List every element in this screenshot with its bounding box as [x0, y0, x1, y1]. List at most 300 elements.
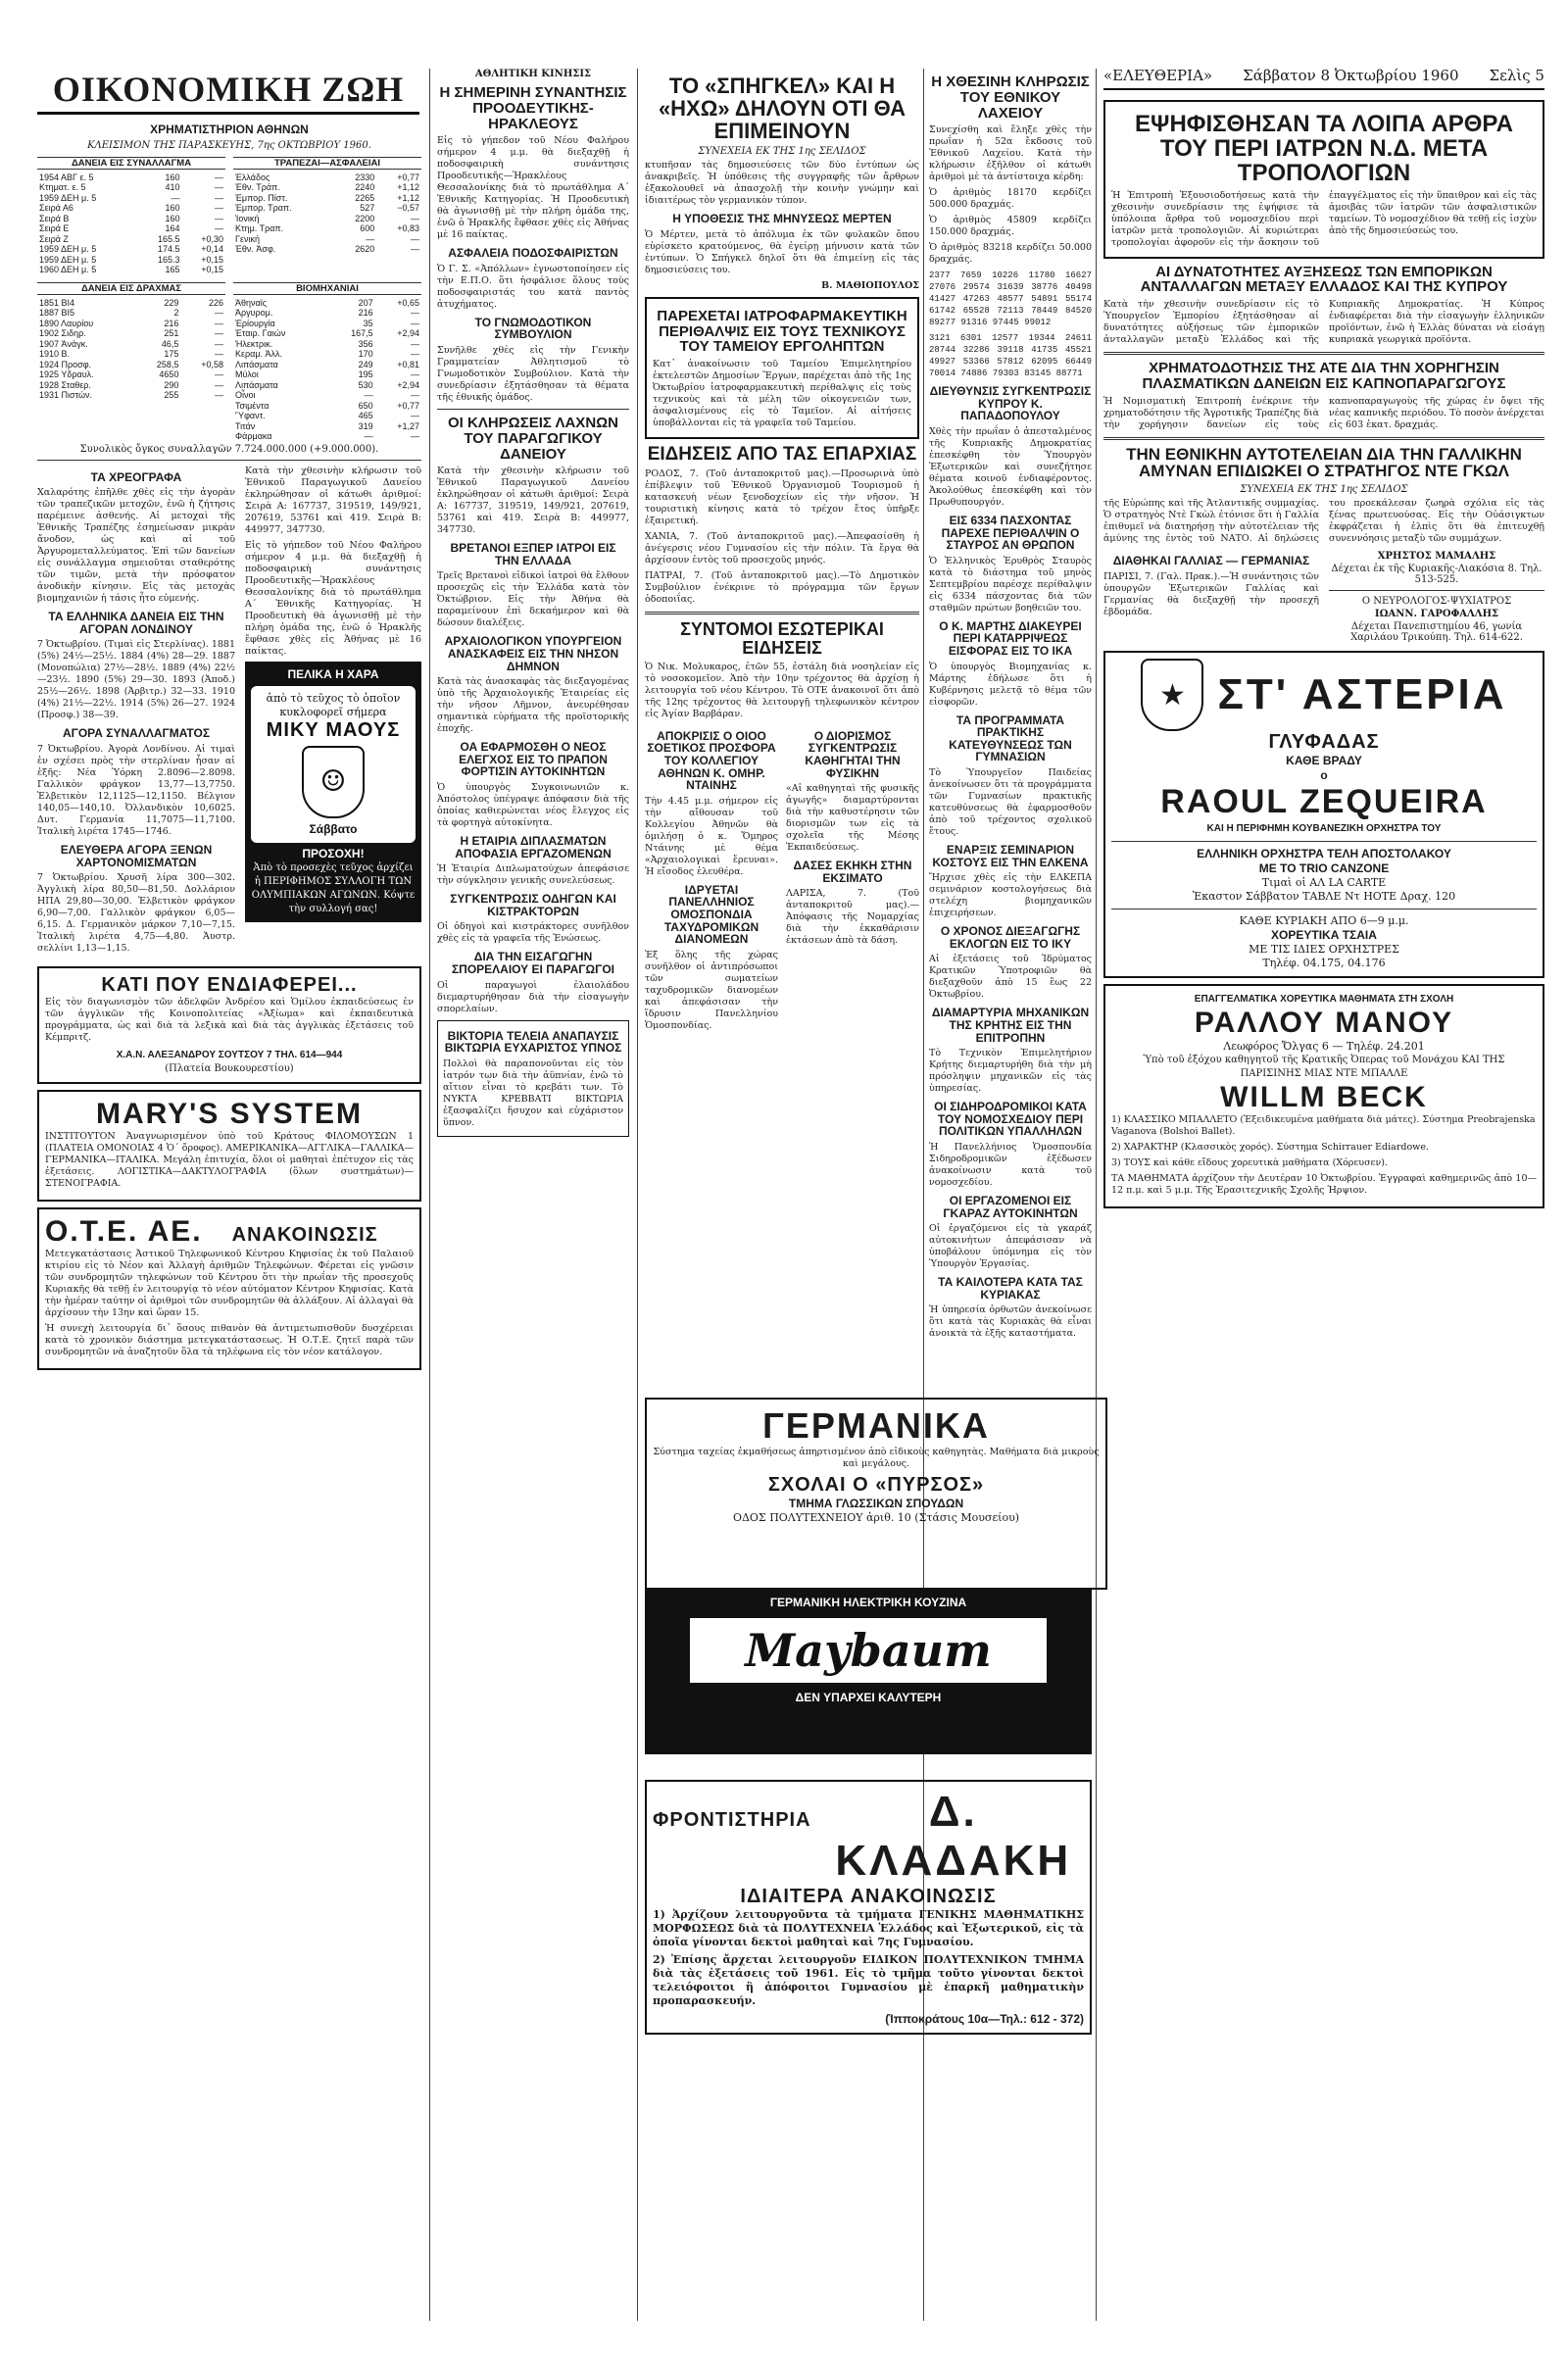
- loans-row: [37, 182, 225, 193]
- ote-body: Μετεγκατάστασις Ἀστικοῦ Τηλεφωνικοῦ Κέντρου Κηφισίας ἐκ τοῦ Παλαιοῦ κτιρίου εἰς τὸ Νέον καὶ Ἀλλαγὴ ἀριθμῶν Τηλεφώνων. Φέρεται εἰς γνῶσιν τῶν συνδρομητῶν τηλεφώνων τοῦ Κέντρου ὅτι τὴν πρωΐαν τῆς προσεχοῦς Κυριακῆς θὰ τεθῇ ἐν λειτουργίᾳ τὸ νέον αὐτόματον Κέντρον Κηφισίας. Κατὰ τὴν ἡμέραν ταύτην οἱ ἀριθμοὶ τῶν συνδρομητῶν θὰ ἀλλάξουν. Αἱ ἀλλαγαὶ θὰ ἀρχίσουν τὴν 13ην καὶ ὥραν 15.: [45, 1249, 414, 1319]
- cell-label: Φάρμακα: [235, 431, 272, 442]
- banks-row: [233, 203, 421, 214]
- cell-value: 160: [165, 203, 180, 214]
- company-body: Ἡ Ἑταιρία Διπλωματούχων ἀπεφάσισε τὴν σύγκλησιν γενικῆς συνελεύσεως.: [437, 863, 629, 887]
- cell-value: 527: [360, 203, 375, 214]
- cell-value: 160: [165, 172, 180, 182]
- cell-label: Τσιμέντα: [235, 400, 270, 411]
- forests-title: ΔΑΣΕΣ ΕΚΗΚΗ ΣΤΗΝ ΕΚΣΙΜΑΤΟ: [793, 859, 912, 885]
- doctor-2-name: ΙΩΑΝΝ. ΓΑΡΟΦΑΛΛΗΣ: [1374, 609, 1499, 620]
- cell-value: —: [215, 390, 223, 401]
- cell-value: +1,12: [397, 182, 419, 193]
- cell-value: +0,77: [397, 400, 419, 411]
- cell-label: Ἀθηναϊς: [235, 297, 268, 308]
- industry-row: [233, 339, 421, 350]
- london-body: 7 Ὀκτωβρίου. (Τιμαὶ εἰς Στερλίνας). 1881 (5%) 24½—25½. 1884 (4%) 28—29. 1887 (Μονοπώλια) 27½—28½. 1889 (4%) 22½—23½. 1890 (5%) 29—30. 1893 (Ἀποδ.) 25½—26½. 1898 (Ἀρβιτρ.) 32—33. 1910 (4%) 21½—22½. 1914 (5%) 26—27. 1924 (Προσφ.) 38—39.: [37, 639, 235, 721]
- loans-row: [37, 265, 225, 275]
- marys-system-ad: [37, 1090, 421, 1202]
- cell-value: —: [411, 338, 419, 349]
- cell-label: Ἀργυρομ.: [235, 308, 273, 319]
- volume-total: Συνολικὸς ὄγκος συναλλαγῶν 7.724.000.000 (+9.000.000).: [79, 443, 379, 455]
- cell-value: 46,5: [161, 338, 179, 349]
- kati-ad: [37, 966, 421, 1084]
- doctors-title: ΒΡΕΤΑΝΟΙ ΕΞΠΕΡ ΙΑΤΡΟΙ ΕΙΣ ΤΗΝ ΕΛΛΑΔΑ: [450, 541, 616, 567]
- sports-title: Η ΣΗΜΕΡΙΝΗ ΣΥΝΑΝΤΗΣΙΣ ΠΡΟΟΔΕΥΤΙΚΗΣ-ΗΡΑΚΛΕΟΥΣ: [439, 84, 627, 132]
- postal-body: Ἐξ ὅλης τῆς χώρας συνῆλθον οἱ ἀντιπρόσωποι τῶν σωματείων ταχυδρομικῶν διανομέων καὶ ἀπεφάσισαν τὴν ἵδρυσιν Πανελληνίου Ὁμοσπονδίας.: [645, 949, 778, 1031]
- council-title: ΤΟ ΓΝΩΜΟΔΟΤΙΚΟΝ ΣΥΜΒΟΥΛΙΟΝ: [474, 315, 592, 342]
- london-title: ΤΑ ΕΛΛΗΝΙΚΑ ΔΑΝΕΙΑ ΕΙΣ ΤΗΝ ΑΓΟΡΑΝ ΛΟΝΔΙΝΟΥ: [48, 610, 224, 636]
- banks-row: [233, 182, 421, 193]
- cell-value: 2200: [355, 213, 375, 223]
- cell-value: +2,94: [397, 328, 419, 339]
- de-gaulle-title: ΤΗΝ ΕΘΝΙΚΗΝ ΑΥΤΟΤΕΛΕΙΑΝ ΔΙΑ ΤΗΝ ΓΑΛΛΙΚΗΝ ΑΜΥΝΑΝ ΕΠΙΔΙΩΚΕΙ Ο ΣΤΡΑΤΗΓΟΣ ΝΤΕ ΓΚΩΛ: [1126, 444, 1522, 481]
- tobacco-loans-title: ΧΡΗΜΑΤΟΔΟΤΗΣΙΣ ΤΗΣ ΑΤΕ ΔΙΑ ΤΗΝ ΧΟΡΗΓΗΣΙΝ ΠΛΑΣΜΑΤΙΚΩΝ ΔΑΝΕΙΩΝ ΕΙΣ ΚΑΠΝΟΠΑΡΑΓΩΓΟΥΣ: [1142, 360, 1506, 392]
- ote-body-2: Ἡ συνεχὴ λειτουργία δι᾿ ὅσους πιθανὸν θὰ ἀντιμετωπισθοῦν δυσχέρειαι κατὰ τὸ χρονικὸν διάστημα μετεγκατάστασεως. Ἡ Ο.Τ.Ε. ζητεῖ παρὰ τῶν συνδρομητῶν νὰ ἀναζητοῦν ὅλα τὰ τηλέφωνα εἰς τὸν νέον κατάλογον.: [45, 1323, 414, 1358]
- column-news-4: [929, 69, 1092, 1382]
- cell-label: Κτημ. Τραπ.: [235, 223, 284, 234]
- sports-kicker: ΑΘΛΗΤΙΚΗ ΚΙΝΗΣΙΣ: [474, 69, 592, 79]
- sports-body: Εἰς τὸ γήπεδον τοῦ Νέου Φαλήρου σήμερον 4 μ.μ. θὰ διεξαχθῇ ἡ ποδοσφαιρικὴ συνάντησις Προοδευτικῆς—Ἡρακλέους Θεσσαλονίκης διὰ τὸ πρωτάθλημα Α΄ Ἐθνικῆς Κατηγορίας. Ἡ Προοδευτικὴ θὰ ἀγωνισθῇ μὲ τὴν πλήρη ὁμάδα της, ἐνῶ ὁ Ἡρακλῆς ἔφθασε χθὲς εἰς Ἀθήνας μὲ 16 παίκτας.: [437, 135, 629, 241]
- provinces-body-1: ΡΟΔΟΣ, 7. (Τοῦ ἀνταποκριτοῦ μας).—Προσωρινὰ ὑπὸ ἐπίβλεψιν τοῦ Ἐθνικοῦ Ὀργανισμοῦ Τουρισμοῦ ἡ κατασκευὴ νέων ξενοδοχείων εἰς τὴν νῆσον. Ἡ τουριστικὴ κίνησις κατὰ τὸ τρέχον ἔτος ὑπῆρξε ἐξαιρετική.: [645, 468, 919, 527]
- marys-title: MARY'S SYSTEM: [95, 1098, 364, 1131]
- ote-subtitle: ΑΝΑΚΟΙΝΩΣΙΣ: [231, 1224, 378, 1247]
- merten-body: Ὁ Μέρτεν, μετὰ τὸ ἀπόλυμα ἐκ τῶν φυλακῶν ὅπου εὑρίσκετο κρατούμενος, θὰ ἐγείρῃ μήνυσιν κατὰ τῶν ἐντύπων. Ὁ Σπήγκελ δηλοῖ ὅτι θὰ ἐπιμείνῃ εἰς τὰς δημοσιεύσεις του.: [645, 228, 919, 275]
- promo-top: ΠΕΛΙΚΑ Η ΧΑΡΑ: [287, 666, 379, 681]
- cell-value: 2265: [355, 192, 375, 203]
- cell-label: Ἐθν. Ἀσφ.: [235, 244, 276, 255]
- cell-label: 1959 ΔΕΗ μ. 5: [39, 244, 97, 255]
- cell-value: +0,81: [397, 359, 419, 369]
- teachers-title: Ο ΔΙΟΡΙΣΜΟΣ ΣΥΓΚΕΝΤΡΩΣΙΣ ΚΑΘΗΓΗΤΑΙ ΤΗΝ ΦΥΣΙΚΗΝ: [805, 728, 901, 780]
- seminar-title: ΕΝΑΡΞΙΣ ΣΕΜΙΝΑΡΙΟΝ ΚΟΣΤΟΥΣ ΕΙΣ ΤΗΝ ΕΛΚΕΝΑ: [932, 842, 1089, 869]
- lottery-title: ΟΙ ΚΛΗΡΩΣΕΙΣ ΛΑΧΝΩΝ ΤΟΥ ΠΑΡΑΓΩΓΙΚΟΥ ΔΑΝΕΙΟΥ: [447, 415, 619, 463]
- lottery-number-3: Ὁ ἀριθμὸς 83218 κερδίζει 50.000 δραχμάς.: [929, 242, 1092, 266]
- drachma-row: [37, 308, 225, 319]
- cell-value: 600: [360, 223, 375, 234]
- cell-label: 1907 Ἀνάγκ.: [39, 338, 88, 349]
- cell-value: 175: [164, 349, 179, 360]
- promo-attention: ΠΡΟΣΟΧΗ!: [302, 846, 365, 860]
- cell-label: Ἡλεκτρικ.: [235, 338, 273, 349]
- college-body: Τὴν 4.45 μ.μ. σήμερον εἰς τὴν αἴθουσαν τοῦ Κολλεγίου Ἀθηνῶν θὰ ὁμιλήσῃ ὁ κ. Ὅμηρος Ντάινης μὲ θέμα «Ἀρχαιολογικαὶ ἔρευναι». Ἡ εἴσοδος ἐλευθέρα.: [645, 795, 778, 877]
- byline: Β. ΜΑΘΙΟΠΟΥΛΟΣ: [821, 279, 919, 291]
- cell-value: 207: [358, 297, 373, 308]
- cell-label: Ἰονική: [235, 213, 260, 223]
- doctors-body: Τρεῖς Βρετανοὶ εἰδικοὶ ἰατροὶ θὰ ἔλθουν προσεχῶς εἰς τὴν Ἑλλάδα κατὰ τὸν Ὀκτώβριον. Εἰς τὴν Ἀθήνα θὰ παραμείνουν ἐπὶ δεκαήμερον καὶ θὰ δώσουν διαλέξεις.: [437, 570, 629, 629]
- maybaum-tagline: ΔΕΝ ΥΠΑΡΧΕΙ ΚΑΛΥΤΕΡΗ: [795, 1691, 942, 1704]
- loans-row: [37, 223, 225, 234]
- spiegel-body: κτυπῆσαν τὰς δημοσιεύσεις τῶν δύο ἐντύπων ὡς ἀνακριβεῖς. Ἡ ὑπόθεσις τῆς συγγραφῆς τῶν ἄρθρων ἐξακολουθεῖ νὰ ἀπασχολῇ τὴν κοινὴν γνώμην καὶ ἰδιαιτέρως τὸν γερμανικὸν τύπον.: [645, 160, 919, 207]
- drachma-row: [37, 369, 225, 380]
- asteria-saturday: Ἐκαστον Σάββατον ΤΑΒΛΕ Ντ ΗΟΤΕ Δραχ. 120: [1192, 890, 1456, 904]
- industry-row: [233, 390, 421, 401]
- kladakis-pre: ΦΡΟΝΤΙΣΤΗΡΙΑ: [653, 1809, 811, 1831]
- asteria-prices: Τιμαὶ οἰ ΑΛ LA CARTE: [1261, 876, 1387, 890]
- asteria-tea: ΧΟΡΕΥΤΙΚΑ ΤΣΑΙΑ: [1271, 928, 1377, 943]
- cell-value: 356: [358, 338, 373, 349]
- domestic-news-body: Ὁ Νικ. Μολυκαρος, ἐτῶν 55, ἐστάλη διὰ νοσηλείαν εἰς τὸ νοσοκομεῖον. Ἀπὸ τὴν 10ην τρέχοντος θὰ ἀρχίσῃ ἡ λειτουργία τοῦ νέου Κέντρου. Τὸ ΟΤΕ ἀνακοινοῖ ὅτι ἀπὸ τῆς 12ης τρέχοντος θὰ λειτουργῇ τηλεφωνικὸν κέντρον εἰς Ἀγίαν Βαρβάραν.: [645, 661, 919, 719]
- promo-text-e: Ἀπὸ τὸ προσεχὲς τεῦχος ἀρχίζει ἡ ΠΕΡΙΦΗΜΟΣ ΣΥΛΛΟΓΗ ΤΩΝ ΟΛΥΜΠΙΑΚΩΝ ΑΓΩΝΩΝ. Κόψτε τὴν συλλογή σας!: [251, 861, 416, 914]
- de-gaulle-continued: ΣΥΝΕΧΕΙΑ ΕΚ ΤΗΣ 1ης ΣΕΛΙΔΟΣ: [1240, 484, 1408, 496]
- bonds-body: Χαλαρότης ἐπῆλθε χθὲς εἰς τὴν ἀγορὰν τῶν τραπεζικῶν μετοχῶν, ἐνῶ ἡ ζήτησις παρέμεινε ἀσθενής. Αἱ μετοχαὶ τῆς Ἐθνικῆς Τραπέζης ἐσημείωσαν μικρὰν ἄνοδον, ὡς καὶ αἱ τοῦ Ἀργυρομεταλλεύματος. Ἐπὶ τῶν δανείων εἰς συνάλλαγμα σημειοῦται σταθερότης τῶν τιμῶν, μετὰ τὴν πρόσφατον ἀνοδικὴν κίνησιν. Εἰς τὰς μετοχὰς βιομηχανιῶν ἡ τάσις ἦτο εὐμενής.: [37, 487, 235, 605]
- cell-value: 167,5: [351, 328, 373, 339]
- cell-label: Ἐρίουργία: [235, 318, 275, 328]
- industry-row: [233, 328, 421, 339]
- industry-table: [233, 298, 421, 442]
- archaeology-title: ΑΡΧΑΙΟΛΟΓΙΚΟΝ ΥΠΟΥΡΓΕΙΟΝ ΑΝΑΣΚΑΦΕΙΣ ΕΙΣ ΤΗΝ ΝΗΣΟΝ ΔΗΜΝΟΝ: [444, 634, 622, 673]
- drachma-row: [37, 339, 225, 350]
- cell-value: +0,15: [201, 265, 223, 275]
- cell-value: 255: [164, 390, 179, 401]
- cell-value: —: [171, 192, 180, 203]
- dance-kicker: ΕΠΑΓΓΕΛΜΑΤΙΚΑ ΧΟΡΕΥΤΙΚΑ ΜΑΘΗΜΑΤΑ ΣΤΗ ΣΧΟΛΗ: [1194, 994, 1454, 1006]
- cell-value: 165: [165, 265, 180, 275]
- cell-value: 530: [358, 379, 373, 390]
- col2-text-under-markets: [245, 466, 421, 959]
- asteria-same: ΜΕ ΤΙΣ ΙΔΙΕΣ ΟΡΧΗΣΤΡΕΣ: [1249, 943, 1399, 957]
- provinces-title: ΕΙΔΗΣΕΙΣ ΑΠΟ ΤΑΣ ΕΠΑΡΧΙΑΣ: [647, 444, 917, 466]
- sunday-title: ΤΑ ΚΑΙΛΟΤΕΡΑ ΚΑΤΑ ΤΑΣ ΚΥΡΙΑΚΑΣ: [938, 1275, 1083, 1302]
- germanika-ad: [645, 1398, 1107, 1590]
- drachma-row: [37, 349, 225, 360]
- promo-day: Σάββατο: [309, 821, 358, 836]
- cell-value: —: [215, 379, 223, 390]
- pyrsos-title: ΣΧΟΛΑΙ Ο «ΠΥΡΣΟΣ»: [767, 1474, 985, 1496]
- cell-label: Ἐταιρ. Γαιών: [235, 328, 286, 339]
- cell-value: +0,30: [201, 233, 223, 244]
- doctor-2-address: Δέχεται Πανεπιστημίου 46, γωνία Χαριλάου Τρικούπη. Τηλ. 614-622.: [1350, 621, 1523, 644]
- banks-row: [233, 172, 421, 183]
- drachma-row: [37, 319, 225, 329]
- cell-value: 251: [164, 328, 179, 339]
- column-news-5: [1103, 94, 1544, 2299]
- column-rule: [429, 69, 430, 2321]
- cell-value: 35: [363, 318, 373, 328]
- market-tables-top: [37, 154, 421, 275]
- archaeology-body: Κατὰ τὰς ἀνασκαφὰς τὰς διεξαγομένας ὑπὸ τῆς Ἀρχαιολογικῆς Ἐταιρείας εἰς τὴν νῆσον Λῆμνον, ἀνευρέθησαν σημαντικὰ εὑρήματα τῆς προϊστορικῆς ἐποχῆς.: [437, 676, 629, 735]
- provinces-body-3: ΠΑΤΡΑΙ, 7. (Τοῦ ἀνταποκριτοῦ μας).—Τὸ Δημοτικὸν Συμβούλιον ἐνέκρινε τὸ πρόγραμμα τῶν ἔργων ὁδοποιΐας.: [645, 570, 919, 606]
- spiegel-continued: ΣΥΝΕΧΕΙΑ ΕΚ ΤΗΣ 1ης ΣΕΛΙΔΟΣ: [698, 146, 866, 158]
- cell-value: —: [215, 182, 223, 193]
- dance-school-title: ΡΑΛΛΟΥ ΜΑΝΟΥ: [1194, 1007, 1454, 1040]
- column-markets: [37, 118, 421, 2323]
- paper-name: «ΕΛΕΥΘΕΡΙΑ»: [1103, 67, 1213, 84]
- lottery-number-2: Ὁ ἀριθμὸς 45809 κερδίζει 150.000 δραχμάς.: [929, 215, 1092, 238]
- column-news-3: [645, 69, 919, 1382]
- cell-value: —: [215, 223, 223, 234]
- cyprus-trade-body: Κατὰ τὴν χθεσινὴν συνεδρίασιν εἰς τὸ Ὑπουργεῖον Ἐμπορίου ἐξητάσθησαν αἱ δυνατότητες αὐξήσεως τῶν ἐμπορικῶν ἀνταλλαγῶν μεταξὺ Ἑλλάδος καὶ τῆς Κυπριακῆς Δημοκρατίας. Ἡ Κύπρος ἐνδιαφέρεται διὰ τὴν εἰσαγωγὴν ἑλληνικῶν προϊόντων, ἐνῶ ἡ Ἑλλὰς δύναται νὰ εἰσάγῃ κυπριακὰ γεωργικὰ προϊόντα.: [1103, 299, 1544, 346]
- asteria-greek-orchestra: ΕΛΛΗΝΙΚΗ ΟΡΧΗΣΤΡΑ ΤΕΛΗ ΑΠΟΣΤΟΛΑΚΟΥ: [1197, 847, 1451, 861]
- free-market-body: 7 Ὀκτωβρίου. Χρυσῆ λίρα 300—302. Ἀγγλικὴ λίρα 80,50—81,50. Δολλάριον ΗΠΑ 29,80—30,00. Ἑλβετικὸν φράγκον 6,90—7,00. Γαλλικὸν φράγκον 6,05—6,15. Δ. Γερμανικὸν μάρκον 7,10—7,15. Ἰταλικὴ λιρέτα 4,75—4,80. Ἀυστρ. σελλίνι 1,13—1,15.: [37, 872, 235, 955]
- cell-value: −0,57: [397, 203, 419, 214]
- cell-value: 216: [164, 318, 179, 328]
- tobacco-loans-body: Ἡ Νομισματικὴ Ἐπιτροπὴ ἐνέκρινε τὴν χρηματοδότησιν τῆς Ἀγροτικῆς Τραπέζης διὰ τὴν χορήγησιν δανείων εἰς τοὺς καπνοπαραγωγοὺς τῆς χώρας ἐν ὄψει τῆς νέας καπνικῆς περιόδου. Τὸ ποσὸν ἀνέρχεται εἰς 603 ἑκατ. δραχμάς.: [1103, 395, 1544, 430]
- drachma-row: [37, 390, 225, 401]
- asteria-sunday: ΚΑΘΕ ΚΥΡΙΑΚΗ ΑΠΟ 6—9 μ.μ.: [1239, 914, 1409, 928]
- pyrsos-address: ΟΔΟΣ ΠΟΛΥΤΕΧΝΕΙΟΥ ἀριθ. 10 (Στάσις Μουσείου): [732, 1511, 1020, 1524]
- cell-value: +0,83: [397, 223, 419, 234]
- cell-label: Γενική: [235, 233, 260, 244]
- martis-title: Ο Κ. ΜΑΡΤΗΣ ΔΙΑΚΕΥΡΕΙ ΠΕΡΙ ΚΑΤΑΡΡΙΨΕΩΣ ΕΙΣΦΟΡΑΣ ΕΙΣ ΤΟ ΙΚΑ: [939, 618, 1082, 658]
- industry-table-header: ΒΙΟΜΗΧΑΝΙΑΙ: [233, 282, 421, 295]
- drachma-table-header: ΔΑΝΕΙΑ ΕΙΣ ΔΡΑΧΜΑΣ: [37, 282, 225, 295]
- fx-body: 7 Ὀκτωβρίου. Ἀγορὰ Λονδίνου. Αἱ τιμαὶ ἐν σχέσει πρὸς τὴν στερλίναν ἦσαν αἱ ἑξῆς: Νέα Ὑόρκη 2.8096—2.8098. Γαλλικὸν φράγκον 13,77—13,7750. Ἑλβετικὸν 12,1125—12,1150. Βέλγιον 140,05—140,10. Ὀλλανδικὸν 10,6025. Δυτ. Γερμανία 11,7075—11,7100. Ἰταλικὴ λιρέτα 1745—1746.: [37, 743, 235, 837]
- dance-item-3: 3) ΤΟΥΣ καὶ κάθε εἴδους χορευτικὰ μαθήματα (Χόρευσεν).: [1111, 1157, 1388, 1169]
- dance-footer: ΤΑ ΜΑΘΗΜΑΤΑ ἀρχίζουν τὴν Δευτέραν 10 Ὀκτωβρίου. Ἐγγραφαὶ καθημερινῶς ἀπὸ 10—12 π.μ. καὶ 5 μ.μ. Τῆς Ἐρασιτεχνικῆς Σχολῆς Ἡρψιον.: [1111, 1173, 1537, 1197]
- free-market-title: ΕΛΕΥΘΕΡΑ ΑΓΟΡΑ ΞΕΝΩΝ ΧΑΡΤΟΝΟΜΙΣΜΑΤΩΝ: [60, 842, 213, 869]
- seminar-body: Ἤρχισε χθὲς εἰς τὴν ΕΛΚΕΠΑ σεμινάριον κοστολογήσεως διὰ στελέχη βιομηχανικῶν ἐπιχειρήσεων.: [929, 872, 1092, 919]
- domestic-news-title: ΣΥΝΤΟΜΟΙ ΕΣΩΤΕΡΙΚΑΙ ΕΙΔΗΣΕΙΣ: [680, 619, 884, 658]
- medical-care-body: Κατ᾿ ἀνακοίνωσιν τοῦ Ταμείου Ἐπιμελητηρίου ἐκτελεστῶν Δημοσίων Ἔργων, παρέχεται ἀπὸ τῆς 1ης Ὀκτωβρίου ἰατροφαρμακευτικὴ περίθαλψις εἰς τοὺς τεχνικοὺς καὶ τὰ μέλη τῶν οἰκογενειῶν των, ἀσφαλισμένους εἰς τὸ Ταμεῖον. Αἱ αἰτήσεις ὑποβάλλονται εἰς τὰ γραφεῖα τοῦ Ταμείου.: [653, 359, 911, 429]
- cell-value: 650: [358, 400, 373, 411]
- cell-label: 1954 ΑΒΓ ε. 5: [39, 172, 94, 182]
- promo-brand: ΜΙΚΥ ΜΑΟΥΣ: [266, 718, 401, 741]
- trucks-body: Ὁ ὑπουργὸς Συγκοινωνιῶν κ. Ἀπόστολος ὑπέγραψε ἀπόφασιν διὰ τῆς ὁποίας καθιερώνεται νέος ἔλεγχος εἰς τὰ φορτηγὰ αὐτοκίνητα.: [437, 782, 629, 829]
- asteria-location: ΓΛΥΦΑΔΑΣ: [1268, 731, 1380, 754]
- bonds-title: ΤΑ ΧΡΕΟΓΡΑΦΑ: [90, 469, 182, 484]
- loans-table: [37, 172, 225, 275]
- cell-value: —: [215, 328, 223, 339]
- cell-label: 1890 Λαυρίου: [39, 318, 94, 328]
- crete-title: ΔΙΑΜΑΡΤΥΡΙΑ ΜΗΧΑΝΙΚΩΝ ΤΗΣ ΚΡΗΤΗΣ ΕΙΣ ΤΗΝ ΕΠΙΤΡΟΠΗΝ: [931, 1006, 1090, 1045]
- cell-value: 2: [173, 308, 179, 319]
- seedoil-body: Οἱ παραγωγοὶ ἐλαιολάδου διεμαρτυρήθησαν διὰ τὴν εἰσαγωγὴν σπορελαίων.: [437, 979, 629, 1014]
- ote-notice: [37, 1207, 421, 1370]
- loans-row: [37, 234, 225, 245]
- victoria-title: ΒΙΚΤΟΡΙΑ ΤΕΛΕΙΑ ΑΝΑΠΑΥΣΙΣ ΒΙΚΤΩΡΙΑ ΕΥΧΑΡΙΣΤΟΣ ΥΠΝΟΣ: [444, 1028, 622, 1056]
- lottery-number-grid: 2377 7659 10226 11780 16627 27076 29574 31639 38776 40498 41427 47263 48577 54891 55174 61742 65528 72113 78449 84520 89277 91316 97445 99012: [929, 270, 1092, 328]
- cell-value: —: [215, 192, 223, 203]
- banks-table: [233, 172, 421, 255]
- forests-body: ΛΑΡΙΣΑ, 7. (Τοῦ ἀνταποκριτοῦ μας).—Ἀπόφασις τῆς Νομαρχίας διὰ τὴν ἐκκαθάρισιν ἐκτάσεων ἀπὸ τὰ δάση.: [786, 888, 919, 947]
- loans-row: [37, 172, 225, 183]
- cell-label: Ὕφαντ.: [235, 411, 266, 421]
- doctor-2-title: Ο ΝΕΥΡΟΛΟΓΟΣ-ΨΥΧΙΑΤΡΟΣ: [1361, 596, 1512, 608]
- lottery-body: Κατὰ τὴν χθεσινὴν κλήρωσιν τοῦ Ἐθνικοῦ Παραγωγικοῦ Δανείου ἐκληρώθησαν οἱ κάτωθι ἀριθμοί: Σειρὰ Α: 167737, 319519, 149/921, 207619, 53761 καὶ 419. Σειρὰ Β: 449977, 347730.: [437, 466, 629, 536]
- asteria-o: ο: [1320, 768, 1328, 783]
- loans-row: [37, 203, 225, 214]
- railway-body: Ἡ Πανελλήνιος Ὁμοσπονδία Σιδηροδρομικῶν ἐξέδωσεν ἀνακοίνωσιν κατὰ τοῦ νομοσχεδίου.: [929, 1141, 1092, 1188]
- doctors-law-body: Ἡ Ἐπιτροπὴ Ἐξουσιοδοτήσεως κατὰ τὴν χθεσινὴν συνεδρίασιν της ἐψήφισε τὰ ὑπόλοιπα ἄρθρα τοῦ νομοσχεδίου περὶ ἰατρῶν μετὰ τροπολογιῶν. Αἱ κυριώτεραι τροπολογίαι ἀφοροῦν εἰς τὴν ἄσκησιν τοῦ ἐπαγγέλματος εἰς τὴν ὕπαιθρον καὶ εἰς τὰς ἀμοιβὰς τῶν ἰατρῶν τῶν ἀσφαλιστικῶν ταμείων. Τὸ νομοσχέδιον θὰ τεθῇ εἰς ἰσχὺν ἀπὸ τῆς δημοσιεύσεώς του.: [1111, 189, 1537, 248]
- cell-value: —: [411, 349, 419, 360]
- cell-value: —: [411, 308, 419, 319]
- column-rule: [637, 69, 638, 2321]
- page-number: Σελὶς 5: [1489, 67, 1544, 84]
- industry-row: [233, 308, 421, 319]
- cell-value: 229: [164, 297, 179, 308]
- asteria-trio: ΜΕ ΤΟ TRIO CANZONE: [1258, 861, 1390, 876]
- cell-value: —: [215, 318, 223, 328]
- kladakis-name: Δ. ΚΛΑΔΑΚΗ: [835, 1788, 1072, 1885]
- promo-text-a: ἀπὸ τὸ τεῦχος τὸ ὁποῖον κυκλοφορεῖ σήμερα: [266, 691, 401, 718]
- banks-row: [233, 244, 421, 255]
- gymnasium-body: Τὸ Ὑπουργεῖον Παιδείας ἀνεκοίνωσεν ὅτι τὰ προγράμματα τῶν Γυμνασίων πρακτικῆς κατευθύνσεως θὰ ἐφαρμοσθοῦν ἀπὸ τοῦ τρέχοντος σχολικοῦ ἔτους.: [929, 766, 1092, 837]
- cell-label: 1910 Β.: [39, 349, 71, 360]
- garage-title: ΟΙ ΕΡΓΑΖΟΜΕΝΟΙ ΕΙΣ ΓΚΑΡΑΖ ΑΥΤΟΚΙΝΗΤΩΝ: [943, 1193, 1078, 1220]
- iky-body: Αἱ ἐξετάσεις τοῦ Ἱδρύματος Κρατικῶν Ὑποτροφιῶν θὰ διεξαχθοῦν ἀπὸ 15 ἕως 22 Ὀκτωβρίου.: [929, 954, 1092, 1001]
- medical-care-title: ΠΑΡΕΧΕΤΑΙ ΙΑΤΡΟΦΑΡΜΑΚΕΥΤΙΚΗ ΠΕΡΙΘΑΛΨΙΣ ΕΙΣ ΤΟΥΣ ΤΕΧΝΙΚΟΥΣ ΤΟΥ ΤΑΜΕΙΟΥ ΕΡΓΟΛΗΠΤΩΝ: [657, 307, 907, 356]
- asteria-orchestra: ΚΑΙ Η ΠΕΡΙΦΗΜΗ ΚΟΥΒΑΝΕΖΙΚΗ ΟΡΧΗΣΤΡΑ ΤΟΥ: [1206, 823, 1442, 835]
- asteria-star: RAOUL ZEQUEIRA: [1160, 783, 1488, 821]
- cell-value: +0,77: [397, 172, 419, 182]
- sports-body-small: Εἰς τὸ γήπεδον τοῦ Νέου Φαλήρου σήμερον 4 μ.μ. θὰ διεξαχθῇ ἡ ποδοσφαιρικὴ συνάντησις Προοδευτικῆς—Ἡρακλέους Θεσσαλονίκης διὰ τὸ πρωτάθλημα Α΄ Ἐθνικῆς Κατηγορίας. Ἡ Προοδευτικὴ θὰ ἀγωνισθῇ μὲ τὴν πλήρη ὁμάδα της, ἐνῶ ὁ Ἡρακλῆς ἔφθασε χθὲς εἰς Ἀθήνας μὲ 16 παίκτας.: [245, 539, 421, 657]
- maybaum-brand: Maybaum: [745, 1624, 992, 1677]
- loans-row: [37, 244, 225, 255]
- cell-label: 1902 Σιδηρ.: [39, 328, 86, 339]
- cell-value: 2620: [355, 244, 375, 255]
- cell-label: Οἶνοι: [235, 390, 256, 401]
- cell-value: —: [215, 308, 223, 319]
- cell-label: Ἐμπορ. Τραπ.: [235, 203, 292, 214]
- provinces-body-2: ΧΑΝΙΑ, 7. (Τοῦ ἀνταποκριτοῦ μας).—Ἀπεφασίσθη ἡ ἀνέγερσις νέου Γυμνασίου εἰς τὴν πόλιν. Τὰ ἔργα θὰ ἀρχίσουν ἐντὸς τοῦ προσεχοῦς μηνός.: [645, 531, 919, 566]
- mickey-mouse-icon: ☺: [302, 746, 365, 818]
- dance-item-2: 2) ΧΑΡΑΚΤΗΡ (Κλασσικὸς χορός). Σύστημα Schirrauer Ediardowe.: [1111, 1142, 1429, 1154]
- cell-value: —: [215, 338, 223, 349]
- cyprus-title: ΔΙΕΥΘΥΝΣΙΣ ΣΥΓΚΕΝΤΡΩΣΙΣ ΚΥΠΡΟΥ Κ. ΠΑΠΑΔΟΠΟΥΛΟΥ: [929, 384, 1092, 423]
- kati-address: Χ.Α.Ν. ΑΛΕΞΑΝΔΡΟΥ ΣΟΥΤΣΟΥ 7 ΤΗΛ. 614—944: [116, 1050, 343, 1061]
- cell-value: —: [411, 244, 419, 255]
- cell-label: Σειρά Α6: [39, 203, 74, 214]
- doctor-1-address: Δέχεται ἐκ τῆς Κυριακῆς-Λιακόσια 8. Τηλ. 513-525.: [1331, 564, 1543, 586]
- national-lottery-title: Η ΧΘΕΣΙΝΗ ΚΛΗΡΩΣΙΣ ΤΟΥ ΕΘΝΙΚΟΥ ΛΑΧΕΙΟΥ: [931, 74, 1090, 122]
- kati-address-2: (Πλατεία Βουκουρεστίου): [165, 1063, 294, 1075]
- lottery-number-grid-2: 3121 6301 12577 19344 24611 28744 32286 39118 41735 45521 49927 53366 57812 62095 66449 70014 74886 79303 83145 88771: [929, 333, 1092, 379]
- banks-row: [233, 223, 421, 234]
- cell-label: Κεραμ. Ἀλλ.: [235, 349, 283, 360]
- maybaum-ad: [645, 1588, 1092, 1754]
- cell-label: Σειρά Ζ: [39, 233, 69, 244]
- dance-address: Λεωφόρος Ὄλγας 6 — Τηλέφ. 24.201: [1223, 1040, 1425, 1054]
- cell-value: 2240: [355, 182, 375, 193]
- column-rule: [1096, 69, 1097, 2321]
- cell-value: 465: [358, 411, 373, 421]
- cell-label: 1887 ΒΙ5: [39, 308, 75, 319]
- loans-row: [37, 214, 225, 224]
- drachma-row: [37, 380, 225, 391]
- germanika-body: Σύστημα ταχείας ἐκμαθήσεως ἀπηρτισμένον ἀπὸ εἰδικοὺς καθηγητὰς. Μαθήματα διὰ μικροὺς καὶ μεγάλους.: [653, 1447, 1100, 1469]
- doctors-law-title: ΕΨΗΦΙΣΘΗΣΑΝ ΤΑ ΛΟΙΠΑ ΑΡΘΡΑ ΤΟΥ ΠΕΡΙ ΙΑΤΡΩΝ Ν.Δ. ΜΕΤΑ ΤΡΟΠΟΛΟΓΙΩΝ: [1135, 111, 1513, 187]
- kladakis-ad: [645, 1780, 1092, 2035]
- banks-row: [233, 234, 421, 245]
- industry-row: [233, 431, 421, 442]
- cell-value: 195: [358, 369, 373, 380]
- teachers-body: «Αἱ καθηγηταὶ τῆς φυσικῆς ἀγωγῆς» διαμαρτύρονται διὰ τὴν καθυστέρησιν τῶν διορισμῶν των εἰς τὰ σχολεῖα τῆς Μέσης Ἐκπαιδεύσεως.: [786, 783, 919, 854]
- cell-label: Σειρά Ε: [39, 223, 70, 234]
- red-cross-title: ΕΙΣ 6334 ΠΑΣΧΟΝΤΑΣ ΠΑΡΕΧΕ ΠΕΡΙΘΑΛΨΙΝ Ο ΣΤΑΥΡΟΣ ΑΝ ΘΡΩΠΟΝ: [941, 514, 1080, 553]
- doctor-1-name: ΧΡΗΣΤΟΣ ΜΑΜΑΛΗΣ: [1377, 551, 1496, 563]
- cell-value: —: [364, 431, 373, 442]
- cell-value: +1,12: [397, 192, 419, 203]
- cell-value: —: [366, 233, 375, 244]
- industry-row: [233, 319, 421, 329]
- cell-value: —: [215, 369, 223, 380]
- kladakis-item-2: 2) Ἐπίσης ἄρχεται λειτουργοῦν ΕΙΔΙΚΟΝ ΠΟΛΥΤΕΧΝΙΚΟΝ ΤΜΗΜΑ διὰ τὰς ἐξετάσεις τοῦ 1961. Εἰς τὸ τμῆμα τοῦτο γίνονται δεκτοὶ τελειόφοιτοι ἢ ἀπόφοιτοι Γυμνασίου μὲ ἐπαρκῆ μαθηματικὴν προπαρασκευήν.: [653, 1953, 1084, 2007]
- trucks-title: ΟΑ ΕΦΑΡΜΟΣΘΗ Ο ΝΕΟΣ ΕΛΕΓΧΟΣ ΕΙΣ ΤΟ ΠΡΑΠΟΝ ΦΟΡΤΙΣΙΝ ΑΥΤΟΚΙΝΗΤΩΝ: [459, 740, 608, 779]
- red-cross-body: Ὁ Ἑλληνικὸς Ἐρυθρὸς Σταυρὸς κατὰ τὸ διάστημα τοῦ μηνὸς Σεπτεμβρίου παρέσχε περίθαλψιν εἰς 6334 πάσχοντας διὰ τῶν σταθμῶν πρώτων βοηθειῶν του.: [929, 555, 1092, 614]
- cell-value: 258,5: [156, 359, 179, 369]
- iky-title: Ο ΧΡΟΝΟΣ ΔΙΕΞΑΓΩΓΗΣ ΕΚΛΟΓΩΝ ΕΙΣ ΤΟ ΙΚΥ: [940, 924, 1081, 951]
- cell-value: —: [411, 431, 419, 442]
- college-title: ΑΠΟΚΡΙΣΙΣ Ο ΟΙΟΟ ΣΟΕΤΙΚΟΣ ΠΡΟΣΦΟΡΑ ΤΟΥ ΚΟΛΛΕΓΙΟΥ ΑΘΗΝΩΝ Κ. ΟΜΗΡ. ΝΤΑΙΝΗΣ: [647, 728, 776, 793]
- kladakis-sub: ΙΔΙΑΙΤΕΡΑ ΑΝΑΚΟΙΝΩΣΙΣ: [740, 1886, 997, 1907]
- dance-school-ad: [1103, 984, 1544, 1208]
- cell-value: —: [411, 411, 419, 421]
- banks-table-header: ΤΡΑΠΕΖΑΙ—ΑΣΦΑΛΕΙΑΙ: [233, 157, 421, 170]
- cell-label: Μύλοι: [235, 369, 259, 380]
- drachma-row: [37, 360, 225, 370]
- cell-value: +0,14: [201, 244, 223, 255]
- cell-label: 1931 Πιστών.: [39, 390, 93, 401]
- cell-value: 160: [165, 213, 180, 223]
- france-germany-body: ΠΑΡΙΣΙ, 7. (Γαλ. Πρακ.).—Ἡ συνάντησις τῶν ὑπουργῶν Ἐξωτερικῶν Γαλλίας καὶ Γερμανίας θὰ διεξαχθῇ τὴν προσεχῆ ἑβδομάδα.: [1103, 570, 1319, 617]
- cell-label: Ἐμπορ. Πίστ.: [235, 192, 288, 203]
- banks-row: [233, 214, 421, 224]
- drachma-row: [37, 298, 225, 309]
- cell-value: +0,58: [201, 359, 223, 369]
- cell-label: 1925 Υδραυλ.: [39, 369, 94, 380]
- cell-value: 165.3: [157, 254, 180, 265]
- dance-item-1: 1) ΚΛΑΣΣΙΚΟ ΜΠΑΛΛΕΤΟ (Ἐξειδικευμένα μαθήματα διὰ μάτες). Σύστημα Preobrajenska Vaganova (Bolshoi Ballet).: [1111, 1114, 1536, 1138]
- postal-title: ΙΔΡΥΕΤΑΙ ΠΑΝΕΛΛΗΝΙΟΣ ΟΜΟΣΠΟΝΔΙΑ ΤΑΧΥΔΡΟΜΙΚΩΝ ΔΙΑΝΟΜΕΩΝ: [663, 882, 760, 947]
- ote-title: Ο.Τ.Ε. ΑΕ.: [45, 1215, 203, 1249]
- cell-value: —: [215, 213, 223, 223]
- cell-value: 174.5: [157, 244, 180, 255]
- crete-body: Τὸ Τεχνικὸν Ἐπιμελητήριον Κρήτης διεμαρτυρήθη διὰ τὴν μὴ πρόσληψιν μηχανικῶν εἰς τὰς ὑπηρεσίας.: [929, 1048, 1092, 1095]
- cell-value: 164: [165, 223, 180, 234]
- cell-value: —: [411, 233, 419, 244]
- drachma-table: [37, 298, 225, 401]
- cell-value: —: [411, 213, 419, 223]
- dance-teacher-intro: Ὑπὸ τοῦ ἐξόχου καθηγητοῦ τῆς Κρατικῆς Ὀπερας τοῦ Μονάχου ΚΑΙ ΤΗΣ ΠΑΡΙΣΙΝΗΣ ΜΙΑΣ ΝΤΕ ΜΠΑΛΛΕ: [1143, 1055, 1505, 1080]
- cell-value: 226: [208, 297, 223, 308]
- cell-label: 1959 ΔΕΗ μ. 5: [39, 254, 97, 265]
- cell-value: —: [411, 369, 419, 380]
- drachma-row: [37, 328, 225, 339]
- section-masthead: ΟΙΚΟΝΟΜΙΚΗ ΖΩΗ: [37, 69, 419, 115]
- cell-value: —: [215, 349, 223, 360]
- drivers-body: Οἱ ὁδηγοὶ καὶ κιστράκτορες συνῆλθον χθὲς εἰς τὰ γραφεῖα τῆς Ἑνώσεως.: [437, 921, 629, 945]
- asteria-when: ΚΑΘΕ ΒΡΑΔΥ: [1286, 754, 1362, 768]
- asteria-phone: Τηλέφ. 04.175, 04.176: [1262, 957, 1386, 970]
- cell-value: —: [215, 172, 223, 182]
- cell-label: 1960 ΔΕΗ μ. 5: [39, 265, 97, 275]
- medical-care-box: [645, 297, 919, 439]
- france-germany-title: ΔΙΑΘΗΚΑΙ ΓΑΛΛΙΑΣ — ΓΕΡΜΑΝΙΑΣ: [1112, 554, 1310, 568]
- industry-row: [233, 421, 421, 432]
- cell-label: Λιπάσματα: [235, 359, 278, 369]
- cyprus-body: Χθὲς τὴν πρωΐαν ὁ ἀπεσταλμένος τῆς Κυπριακῆς Δημοκρατίας ἐπεσκέφθη τὸν Ὑπουργὸν Ἐξωτερικῶν καὶ συνεζήτησε θέματα κοινοῦ ἐνδιαφέροντος. Ἀκολούθως ἐπεσκέφθη καὶ τὸν Πρωθυπουργόν.: [929, 426, 1092, 509]
- cell-label: Τιτάν: [235, 420, 256, 431]
- cell-value: —: [215, 203, 223, 214]
- kladakis-address: (Ἱπποκράτους 10α—Τηλ.: 612 - 372): [885, 2012, 1084, 2026]
- marys-body: ΙΝΣΤΙΤΟΥΤΟΝ Ἀναγνωρισμένον ὑπὸ τοῦ Κράτους ΦΙΛΟΜΟΥΣΩΝ 1 (ΠΛΑΤΕΙΑ ΟΜΟΝΟΙΑΣ 4 Ὁ΄ ὄροφος). ΑΜΕΡΙΚΑΝΙΚΑ—ΑΓΓΛΙΚΑ—ΓΑΛΛΙΚΑ—ΓΕΡΜΑΝΙΚΑ—ΙΤΑΛΙΚΑ. Μεγάλη ἐπιτυχία, ὅλοι οἱ μαθηταὶ ἐπέτυχον εἰς τὰς ἐξετάσεις. ΛΟΓΙΣΤΙΚΑ—ΔΑΚΤΥΛΟΓΡΑΦΙΑ (ὅλων συστημάτων)—ΣΤΕΝΟΓΡΑΦΙΑ.: [45, 1131, 414, 1190]
- banks-row: [233, 193, 421, 204]
- victoria-body: Πολλοὶ θὰ παραπονοῦνται εἰς τὸν ἰατρόν των διὰ τὴν ἀϋπνίαν, ἐνῶ τὸ αἴτιον εἶναι τὸ κρεβάτι των. Τὸ ΝΥΚΤΑ ΚΡΕΒΒΑΤΙ ΒΙΚΤΩΡΙΑ ἐξασφαλίζει ἥσυχον καὶ εὐχάριστον ὕπνον.: [443, 1057, 623, 1128]
- cell-value: —: [364, 390, 373, 401]
- insurance-title: ΑΣΦΑΛΕΙΑ ΠΟΔΟΣΦΑΙΡΙΣΤΩΝ: [448, 246, 618, 261]
- loans-table-header: ΔΑΝΕΙΑ ΕΙΣ ΣΥΝΑΛΛΑΓΜΑ: [37, 157, 225, 170]
- gymnasium-title: ΤΑ ΠΡΟΓΡΑΜΜΑΤΑ ΠΡΑΚΤΙΚΗΣ ΚΑΤΕΥΘΥΝΣΕΩΣ ΤΩΝ ΓΥΜΝΑΣΙΩΝ: [949, 713, 1072, 764]
- drivers-title: ΣΥΓΚΕΝΤΡΩΣΙΣ ΟΔΗΓΩΝ ΚΑΙ ΚΙΣΤΡΑΚΤΟΡΩΝ: [450, 892, 616, 918]
- cell-label: Σειρά Β: [39, 213, 70, 223]
- cell-label: Λιπάσματα: [235, 379, 278, 390]
- lottery-number-1: Ὁ ἀριθμὸς 18170 κερδίζει 500.000 δραχμάς.: [929, 187, 1092, 211]
- cell-value: —: [411, 318, 419, 328]
- cell-value: 216: [358, 308, 373, 319]
- cell-value: 410: [165, 182, 180, 193]
- cell-label: Κτηματ. ε. 5: [39, 182, 86, 193]
- martis-body: Ὁ ὑπουργὸς Βιομηχανίας κ. Μάρτης ἐδήλωσε ὅτι ἡ Κυβέρνησις μελετᾷ τὸ θέμα τῶν εἰσφορῶν.: [929, 661, 1092, 708]
